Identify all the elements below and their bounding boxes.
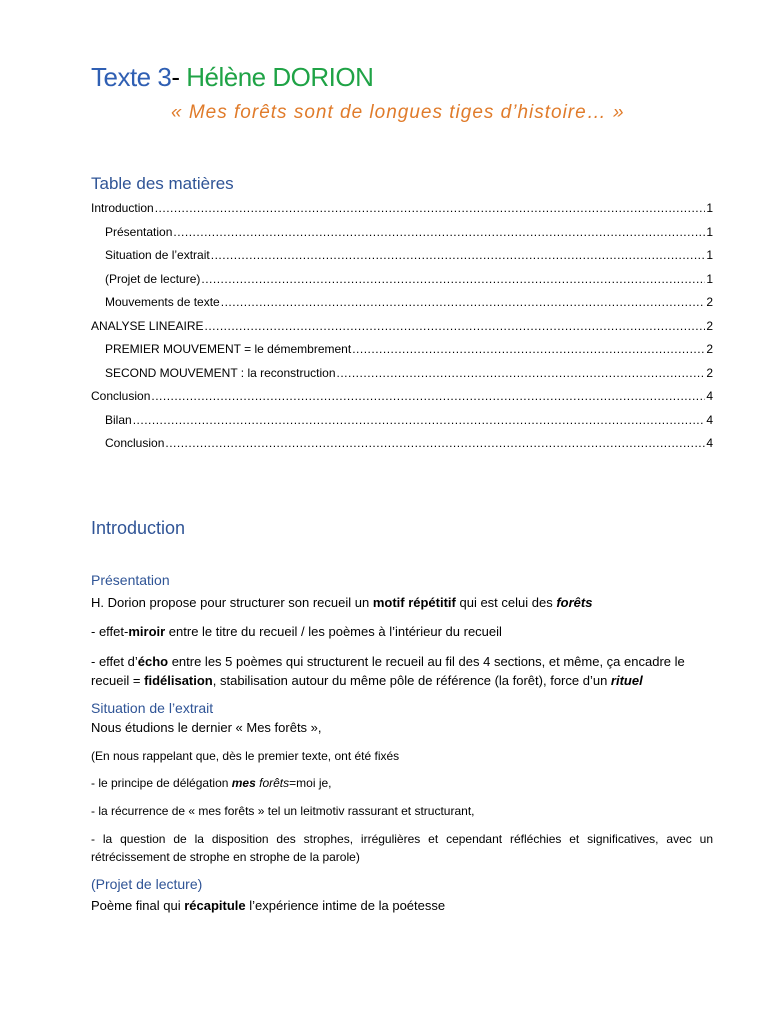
toc-leader-dots <box>133 410 706 430</box>
presentation-paragraph-3 <box>91 652 713 690</box>
title-dash: - <box>171 62 187 92</box>
title-author-lastname: DORION <box>272 62 374 92</box>
text-run-bold-italic: mes <box>231 776 260 790</box>
situation-paragraph-2: (En nous rappelant que, dès le premier texte, ont été fixés <box>91 749 400 763</box>
toc-entry-label: PREMIER MOUVEMENT = le démembrement <box>105 342 352 356</box>
text-run-bold: récapitule <box>184 898 246 913</box>
title-text-label: Texte 3 <box>91 62 172 92</box>
toc-entry[interactable] <box>91 245 713 269</box>
text-run: - effet d’ <box>91 654 138 669</box>
toc-entry-page: 2 <box>706 295 713 309</box>
toc-leader-dots <box>205 316 706 336</box>
toc-entry-label: Mouvements de texte <box>105 295 220 309</box>
introduction-heading: Introduction <box>91 518 186 538</box>
toc-entry-label: ANALYSE LINEAIRE <box>91 318 204 333</box>
title-author-firstname: Hélène <box>186 62 273 92</box>
text-run: qui est celui des <box>455 595 557 610</box>
toc-leader-dots <box>211 245 706 265</box>
text-run-bold: fidélisation <box>144 673 213 688</box>
toc-leader-dots <box>173 222 705 242</box>
text-run-bold: miroir <box>128 624 166 639</box>
toc-entry-label: Conclusion <box>105 436 165 450</box>
toc-entry-page: 4 <box>706 412 713 427</box>
toc-entry-page: 2 <box>706 318 713 333</box>
toc-entry[interactable] <box>91 363 713 387</box>
presentation-heading: Présentation <box>91 572 170 588</box>
toc-entry[interactable] <box>91 198 713 222</box>
toc-entry-label: Situation de l’extrait <box>105 248 210 262</box>
toc-entry[interactable] <box>91 269 713 293</box>
toc-entry[interactable] <box>91 410 713 434</box>
toc-entry-page: 2 <box>706 365 713 380</box>
text-run: - effet- <box>91 624 129 639</box>
table-of-contents <box>91 198 713 457</box>
toc-entry-label: SECOND MOUVEMENT : la reconstruction <box>105 365 336 380</box>
text-run: Poème final qui <box>91 898 185 913</box>
toc-entry-page: 4 <box>706 389 713 403</box>
document-title <box>91 62 373 93</box>
toc-entry-label: Bilan <box>105 412 132 427</box>
text-run-bold-italic: forêts <box>556 595 593 610</box>
situation-paragraph-5: - la question de la disposition des strophes, irrégulières et cependant réfléchies et significatives, avec un rétrécissement de strophe en strophe de la parole) <box>91 832 713 864</box>
toc-leader-dots <box>352 339 705 359</box>
toc-entry-label: (Projet de lecture) <box>105 271 201 286</box>
toc-heading: Table des matières <box>91 174 234 193</box>
text-run-bold: écho <box>137 654 169 669</box>
toc-entry[interactable] <box>91 292 713 316</box>
toc-entry[interactable] <box>91 433 713 457</box>
text-run: , stabilisation autour du même pôle de référence (la forêt), force d’un <box>212 673 611 688</box>
toc-entry-label: Introduction <box>91 201 154 215</box>
text-run: =moi je, <box>289 776 332 790</box>
toc-entry-label: Conclusion <box>91 389 151 403</box>
text-run-bold: motif répétitif <box>372 595 456 610</box>
toc-entry-page: 2 <box>706 342 713 356</box>
toc-entry[interactable] <box>91 222 713 246</box>
toc-entry[interactable] <box>91 386 713 410</box>
toc-leader-dots <box>337 363 706 383</box>
toc-entry-label: Présentation <box>105 224 173 239</box>
situation-heading: Situation de l’extrait <box>91 700 214 716</box>
text-run: l’expérience intime de la poétesse <box>245 898 446 913</box>
text-run: entre le titre du recueil / les poèmes à l’intérieur du recueil <box>165 624 502 639</box>
toc-entry-page: 1 <box>706 248 713 262</box>
presentation-paragraph-1 <box>91 593 713 612</box>
text-run: H. Dorion propose pour structurer son recueil un <box>91 595 373 610</box>
text-run: entre les 5 poèmes qui structurent le recueil au fil des 4 sections, et même, ça encadre le recueil = <box>91 654 685 688</box>
toc-leader-dots <box>165 433 705 453</box>
toc-leader-dots <box>201 269 705 289</box>
situation-paragraph-3 <box>91 774 713 792</box>
text-run: - le principe de délégation <box>91 776 232 790</box>
situation-paragraph-4: - la récurrence de « mes forêts » tel un leitmotiv rassurant et structurant, <box>91 804 475 818</box>
toc-leader-dots <box>155 198 706 218</box>
toc-entry-page: 1 <box>706 201 713 215</box>
toc-entry-page: 1 <box>706 224 713 239</box>
toc-entry[interactable] <box>91 339 713 363</box>
text-run-bold-italic: rituel <box>610 673 643 688</box>
toc-leader-dots <box>151 386 705 406</box>
projet-paragraph-1 <box>91 896 713 915</box>
document-subtitle: « Mes forêts sont de longues tiges d’histoire… » <box>171 102 625 123</box>
toc-entry-page: 4 <box>706 436 713 450</box>
toc-leader-dots <box>221 292 706 312</box>
projet-heading: (Projet de lecture) <box>91 876 203 892</box>
text-run-italic: forêts <box>259 776 290 790</box>
toc-entry-page: 1 <box>706 271 713 286</box>
situation-paragraph-1: Nous étudions le dernier « Mes forêts », <box>91 720 322 735</box>
toc-entry[interactable] <box>91 316 713 340</box>
presentation-paragraph-2 <box>91 622 713 641</box>
